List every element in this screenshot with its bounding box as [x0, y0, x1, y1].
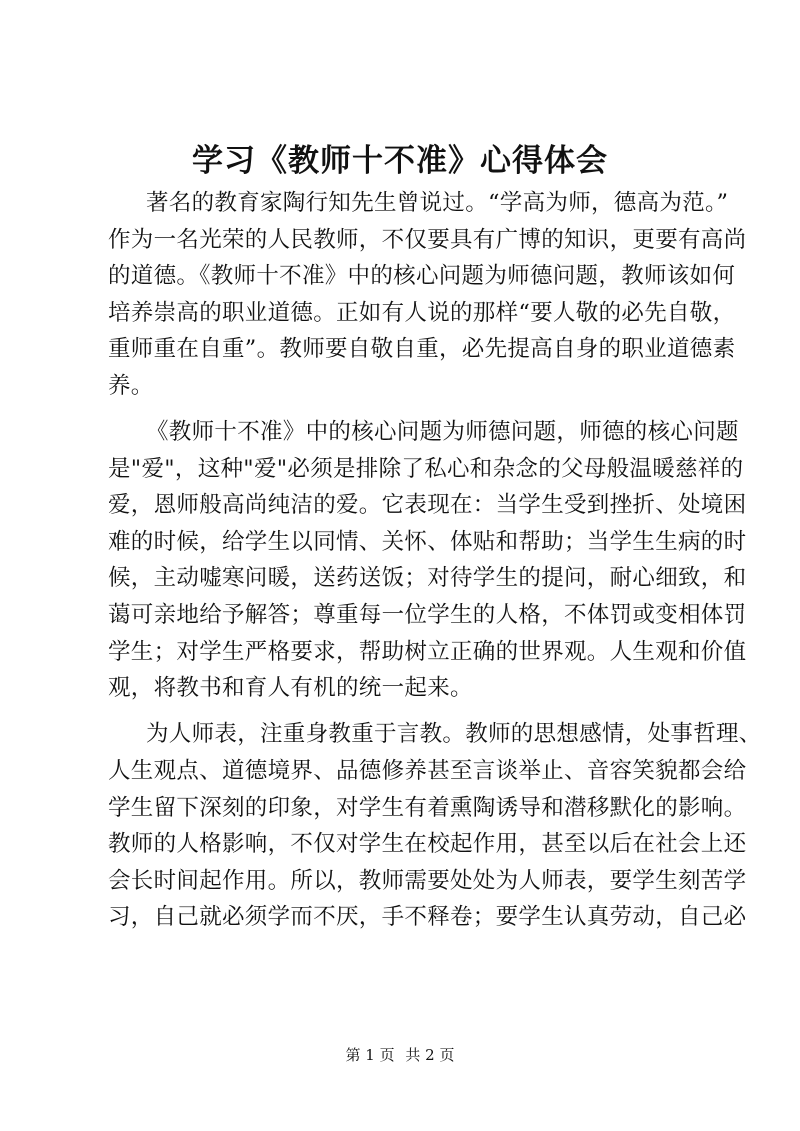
text-line: 人生观点、道德境界、品德修养甚至言谈举止、音容笑貌都会给 — [108, 757, 747, 784]
text-line: 爱，恩师般高尚纯洁的爱。它表现在：当学生受到挫折、处境困 — [108, 492, 747, 519]
text-line: 难的时候，给学生以同情、关怀、体贴和帮助；当学生生病的时 — [108, 528, 747, 555]
text-line: 作为一名光荣的人民教师，不仅要具有广博的知识，更要有高尚 — [108, 226, 747, 253]
text-line: 习，自己就必须学而不厌，手不释卷；要学生认真劳动，自己必 — [108, 904, 747, 931]
text-line: 候，主动嘘寒问暖，送药送饭；对待学生的提问，耐心细致，和 — [108, 565, 747, 592]
text-line: 是"爱"，这种"爱"必须是排除了私心和杂念的父母般温暖慈祥的 — [108, 455, 744, 482]
text-line: 培养崇高的职业道德。正如有人说的那样“要人敬的必先自敬， — [108, 299, 736, 326]
text-line: 教师的人格影响，不仅对学生在校起作用，甚至以后在社会上还 — [108, 831, 747, 858]
text-line: 《教师十不准》中的核心问题为师德问题，师德的核心问题 — [146, 419, 739, 446]
paragraph-gap — [108, 707, 728, 717]
paragraph-gap — [108, 405, 728, 415]
text-line: 重师重在自重”。教师要自敬自重，必先提高自身的职业道德素 — [108, 336, 736, 363]
text-line: 为人师表，注重身教重于言教。教师的思想感情，处事哲理、 — [146, 721, 762, 748]
paragraph — [108, 414, 747, 707]
text-line: 著名的教育家陶行知先生曾说过。“学高为师，德高为范。” — [146, 190, 729, 216]
text-line: 蔼可亲地给予解答；尊重每一位学生的人格，不体罚或变相体罚 — [108, 602, 747, 629]
text-line: 学生；对学生严格要求，帮助树立正确的世界观。人生观和价值 — [108, 638, 747, 665]
text-line: 学生留下深刻的印象，对学生有着熏陶诱导和潜移默化的影响。 — [108, 794, 747, 821]
page-number: 第 1 页 — [345, 1046, 395, 1064]
document-body — [108, 185, 762, 936]
page-footer — [0, 1045, 800, 1065]
paragraph — [108, 716, 762, 936]
text-line: 养。 — [108, 372, 154, 399]
text-line: 的道德。《教师十不准》中的核心问题为师德问题，教师该如何 — [108, 263, 736, 290]
text-line: 观，将教书和育人有机的统一起来。 — [108, 675, 473, 702]
paragraph — [108, 185, 747, 405]
text-line: 会长时间起作用。所以，教师需要处处为人师表，要学生刻苦学 — [108, 867, 747, 894]
page-title: 学习《教师十不准》心得体会 — [192, 143, 608, 179]
page-total: 共 2 页 — [405, 1046, 455, 1064]
